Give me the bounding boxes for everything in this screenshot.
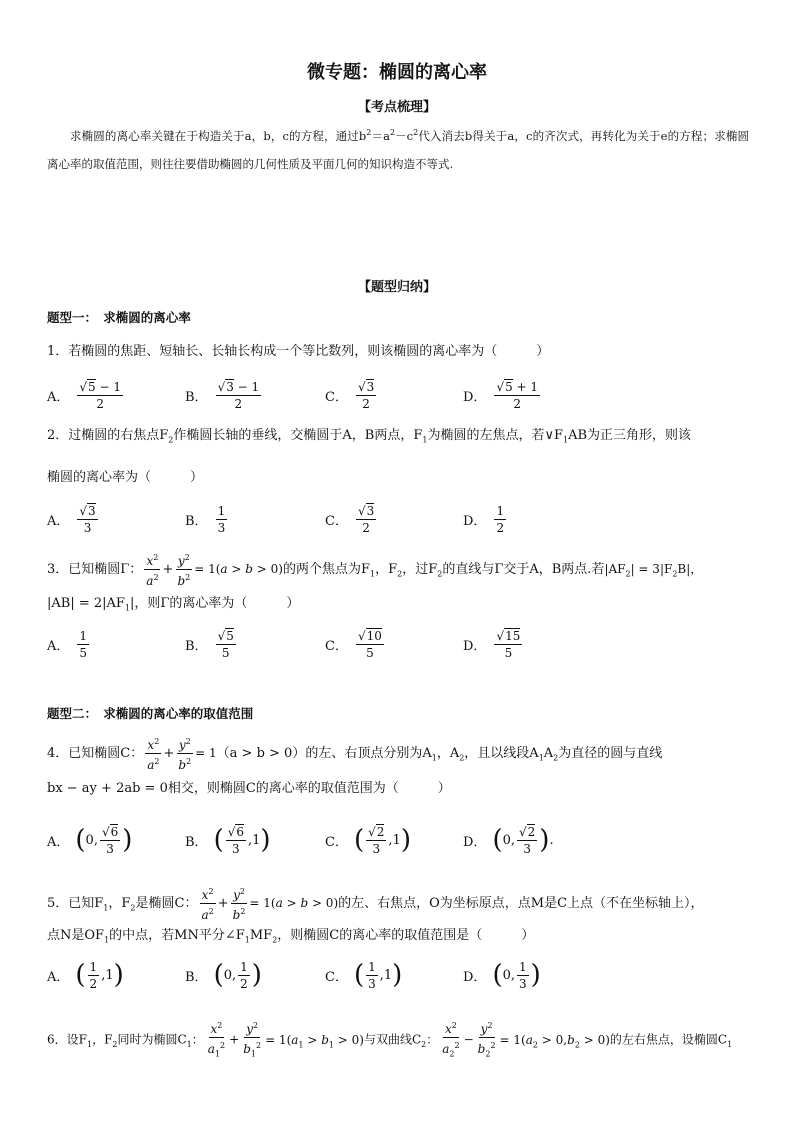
q2-option-d[interactable]: D． $\frac{1}{2}$	[463, 503, 505, 535]
q3-option-d[interactable]: D． $\frac{√15}{5}$	[463, 628, 521, 660]
question-6: 6．设$F_1$，$F_2$同时为椭圆$C_1$： $\frac{x^2}{a_1^2}$ + $\frac{y^2}{b_1^2}$ = $1(a_1 > b_1 > 0)$与双曲线$C_2$： $\frac{x^2}{a_2^2}$ − $\frac{y^2}{b_2^2}$ = $1(a_2 > 0,b_2 > 0)$的左右焦点，设椭圆$C_1$	[47, 1018, 752, 1062]
question-3: 3．已知椭圆Γ： $\frac{x^2}{a^2}$ + $\frac{y^2}{b^2}$ = 1(a > b > 0)的两个焦点为$F_1$，$F_2$，过$F_2$的直线与Γ交于A，B两点.若$|AF_2| = 3|F_2B|$，	[47, 550, 752, 589]
intro-paragraph: 求椭圆的离心率关键在于构造关于a，b，c的方程，通过$b^2=a^2-c^2$代入消去b得关于a，c的齐次式，再转化为关于e的方程；求椭圆离心率的取值范围，则往往要借助椭圆的几何性质及平面几何的知识构造不等式.	[47, 128, 749, 171]
q4-option-b[interactable]: B． ( $\frac{√6}{3}$ ,1 )	[185, 824, 271, 856]
q5-option-b[interactable]: B． ( 0, $\frac{1}{2}$ )	[185, 959, 262, 991]
page-title: 微专题：椭圆的离心率	[307, 62, 487, 83]
q4-option-d[interactable]: D． ( 0, $\frac{√2}{3}$ ) .	[463, 824, 554, 856]
question-3-continued: $|AB| = 2|AF_1|$，则Γ的离心率为（ ）	[47, 596, 300, 613]
q1-option-d[interactable]: D． $\frac{√5 + 1}{2}$	[463, 379, 539, 411]
q3-option-c[interactable]: C． $\frac{√10}{5}$	[325, 628, 382, 660]
q1-option-b[interactable]: B． $\frac{√3 - 1}{2}$	[185, 379, 260, 411]
q5-option-a[interactable]: A． ( $\frac{1}{2}$ ,1 )	[47, 959, 124, 991]
q4-option-c[interactable]: C． ( $\frac{√2}{3}$ ,1 )	[325, 824, 411, 856]
section-heading-key-points: 【考点梳理】	[357, 100, 436, 115]
q4-option-a[interactable]: A． ( 0, $\frac{√6}{3}$ )	[47, 824, 133, 856]
q1-option-a[interactable]: A． $\frac{√5 - 1}{2}$	[47, 379, 122, 411]
question-4: 4．已知椭圆C： $\frac{x^2}{a^2}$ + $\frac{y^2}{b^2}$ = 1（a > b > 0）的左、右顶点分别为$A_1$，$A_2$，且以线段$A_1A_2$为直径的圆与直线	[47, 734, 752, 773]
question-2-continued: 椭圆的离心率为（ ）	[47, 470, 204, 485]
question-type-2-heading: 题型二： 求椭圆的离心率的取值范围	[47, 706, 254, 721]
q1-option-c[interactable]: C． $\frac{√3}{2}$	[325, 379, 375, 411]
question-4-continued: bx − ay + 2ab = 0相交，则椭圆C的离心率的取值范围为（ ）	[47, 781, 451, 796]
question-2: 2．过椭圆的右焦点$F_2$作椭圆长轴的垂线，交椭圆于A，B两点，$F_1$为椭圆的左焦点，若$\vee F_1AB$为正三角形，则该	[47, 428, 692, 445]
q2-option-b[interactable]: B． $\frac{1}{3}$	[185, 503, 226, 535]
q3-option-a[interactable]: A． $\frac{1}{5}$	[47, 628, 88, 660]
question-5-continued: 点N是$OF_1$的中点，若MN平分$\angle F_1MF_2$，则椭圆C的离心率的取值范围是（ ）	[47, 928, 535, 945]
q2-option-c[interactable]: C． $\frac{√3}{2}$	[325, 503, 375, 535]
question-5: 5．已知$F_1$，$F_2$是椭圆C： $\frac{x^2}{a^2}$ + $\frac{y^2}{b^2}$ = 1(a > b > 0)的左、右焦点，O为坐标原点，点M是C上点（不在坐标轴上），	[47, 884, 752, 923]
q2-option-a[interactable]: A． $\frac{√3}{3}$	[47, 503, 96, 535]
q5-option-c[interactable]: C． ( $\frac{1}{3}$ ,1 )	[325, 959, 403, 991]
q3-option-b[interactable]: B． $\frac{√5}{5}$	[185, 628, 234, 660]
question-1: 1．若椭圆的焦距、短轴长、长轴长构成一个等比数列，则该椭圆的离心率为（ ）	[47, 344, 550, 359]
q5-option-d[interactable]: D． ( 0, $\frac{1}{3}$ )	[463, 959, 541, 991]
question-type-1-heading: 题型一： 求椭圆的离心率	[47, 310, 191, 325]
section-heading-question-types: 【题型归纳】	[357, 280, 436, 295]
